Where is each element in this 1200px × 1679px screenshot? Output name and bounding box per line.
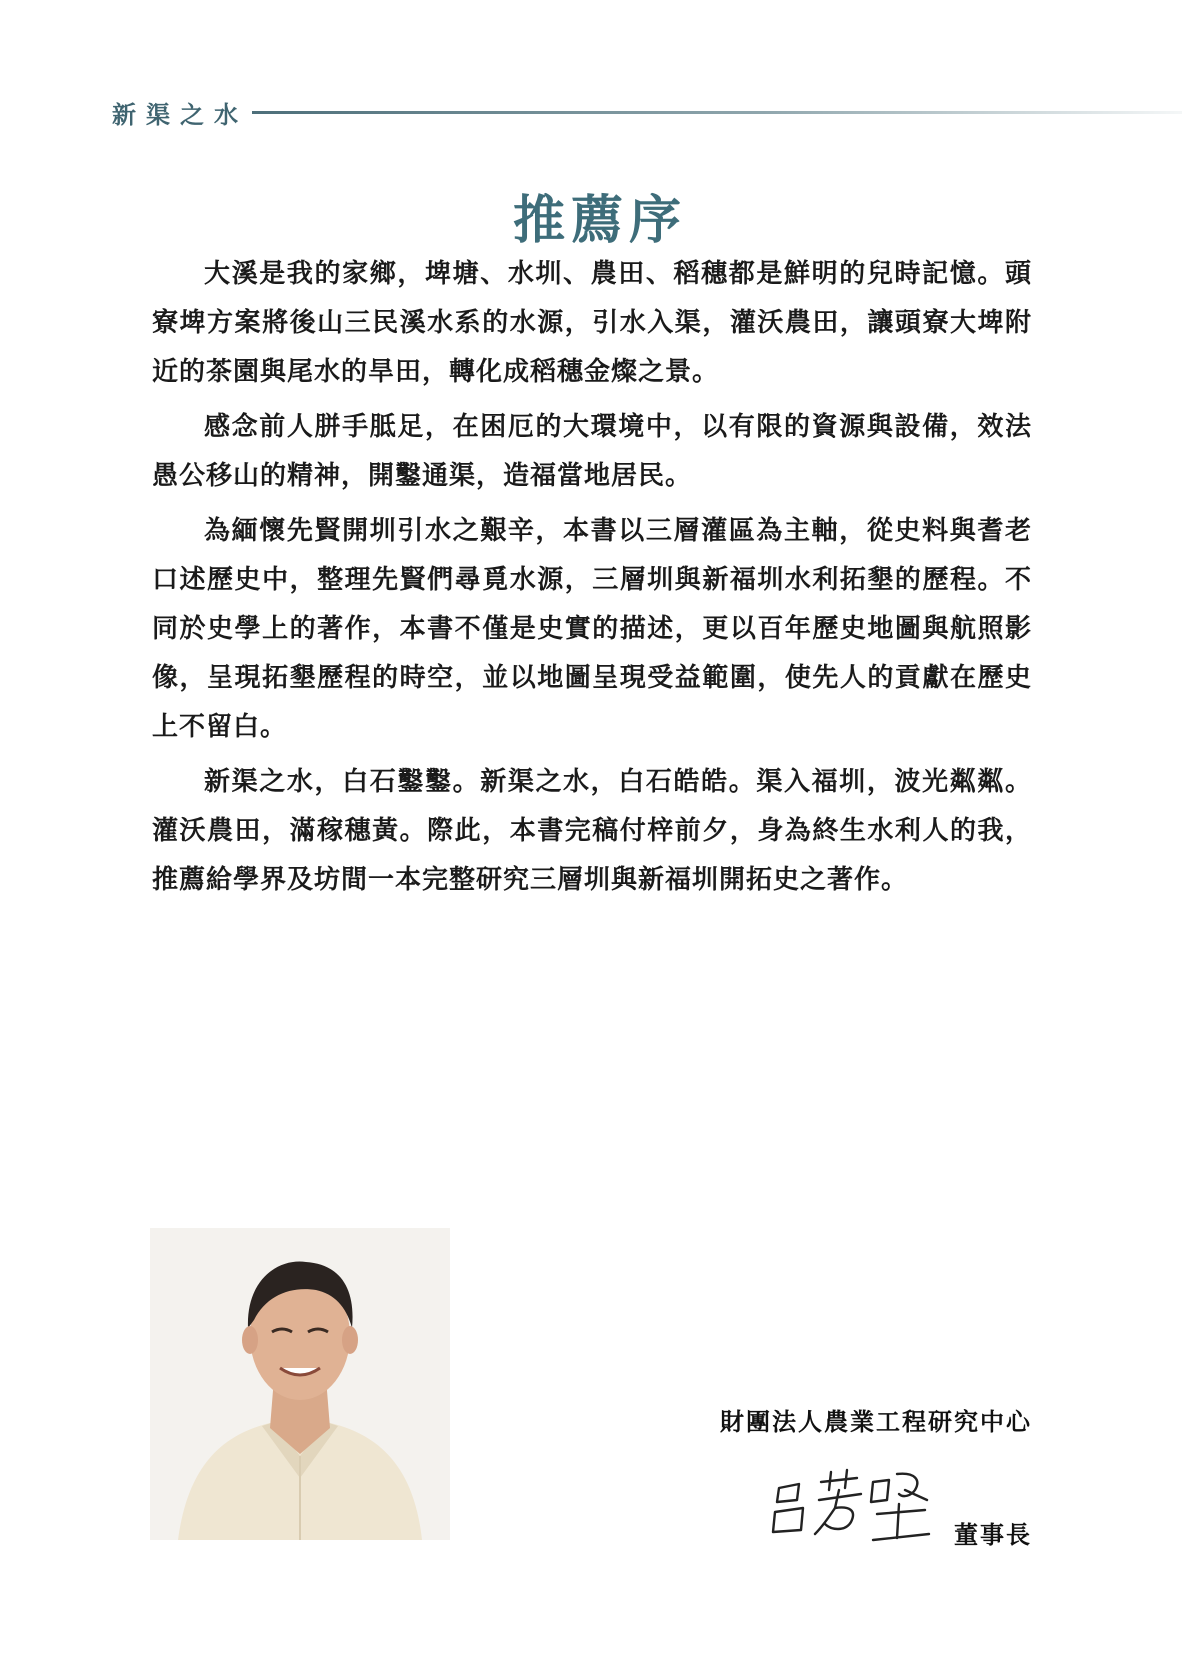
running-header bbox=[112, 92, 1182, 132]
portrait-illustration bbox=[150, 1228, 450, 1540]
signatory-title: 董事長 bbox=[954, 1521, 1032, 1549]
header-rule bbox=[252, 111, 1182, 114]
page-title: 推薦序 bbox=[512, 190, 687, 251]
preface-body bbox=[152, 250, 1032, 911]
paragraph: 大溪是我的家鄉，埤塘、水圳、農田、稻穗都是鮮明的兒時記憶。頭寮埤方案將後山三民溪水系的水源，引水入渠，灌沃農田，讓頭寮大埤附近的茶園與尾水的旱田，轉化成稻穗金燦之景。 bbox=[152, 259, 1032, 387]
paragraph: 感念前人胼手胝足，在困厄的大環境中，以有限的資源與設備，效法愚公移山的精神，開鑿通渠，造福當地居民。 bbox=[152, 412, 1032, 491]
paragraph: 新渠之水，白石鑿鑿。新渠之水，白石皓皓。渠入福圳，波光粼粼。灌沃農田，滿稼穗黃。際此，本書完稿付梓前夕，身為終生水利人的我，推薦給學界及坊間一本完整研究三層圳與新福圳開拓史之著作。 bbox=[152, 767, 1032, 895]
handwritten-signature bbox=[765, 1460, 935, 1550]
signature-image bbox=[765, 1460, 935, 1550]
book-title: 新渠之水 bbox=[112, 100, 248, 129]
portrait-photo bbox=[150, 1228, 450, 1540]
organization-name: 財團法人農業工程研究中心 bbox=[720, 1408, 1032, 1436]
paragraph: 為緬懷先賢開圳引水之艱辛，本書以三層灌區為主軸，從史料與耆老口述歷史中，整理先賢們尋覓水源，三層圳與新福圳水利拓墾的歷程。不同於史學上的著作，本書不僅是史實的描述，更以百年歷史地圖與航照影像，呈現拓墾歷程的時空，並以地圖呈現受益範圍，使先人的貢獻在歷史上不留白。 bbox=[152, 516, 1032, 742]
